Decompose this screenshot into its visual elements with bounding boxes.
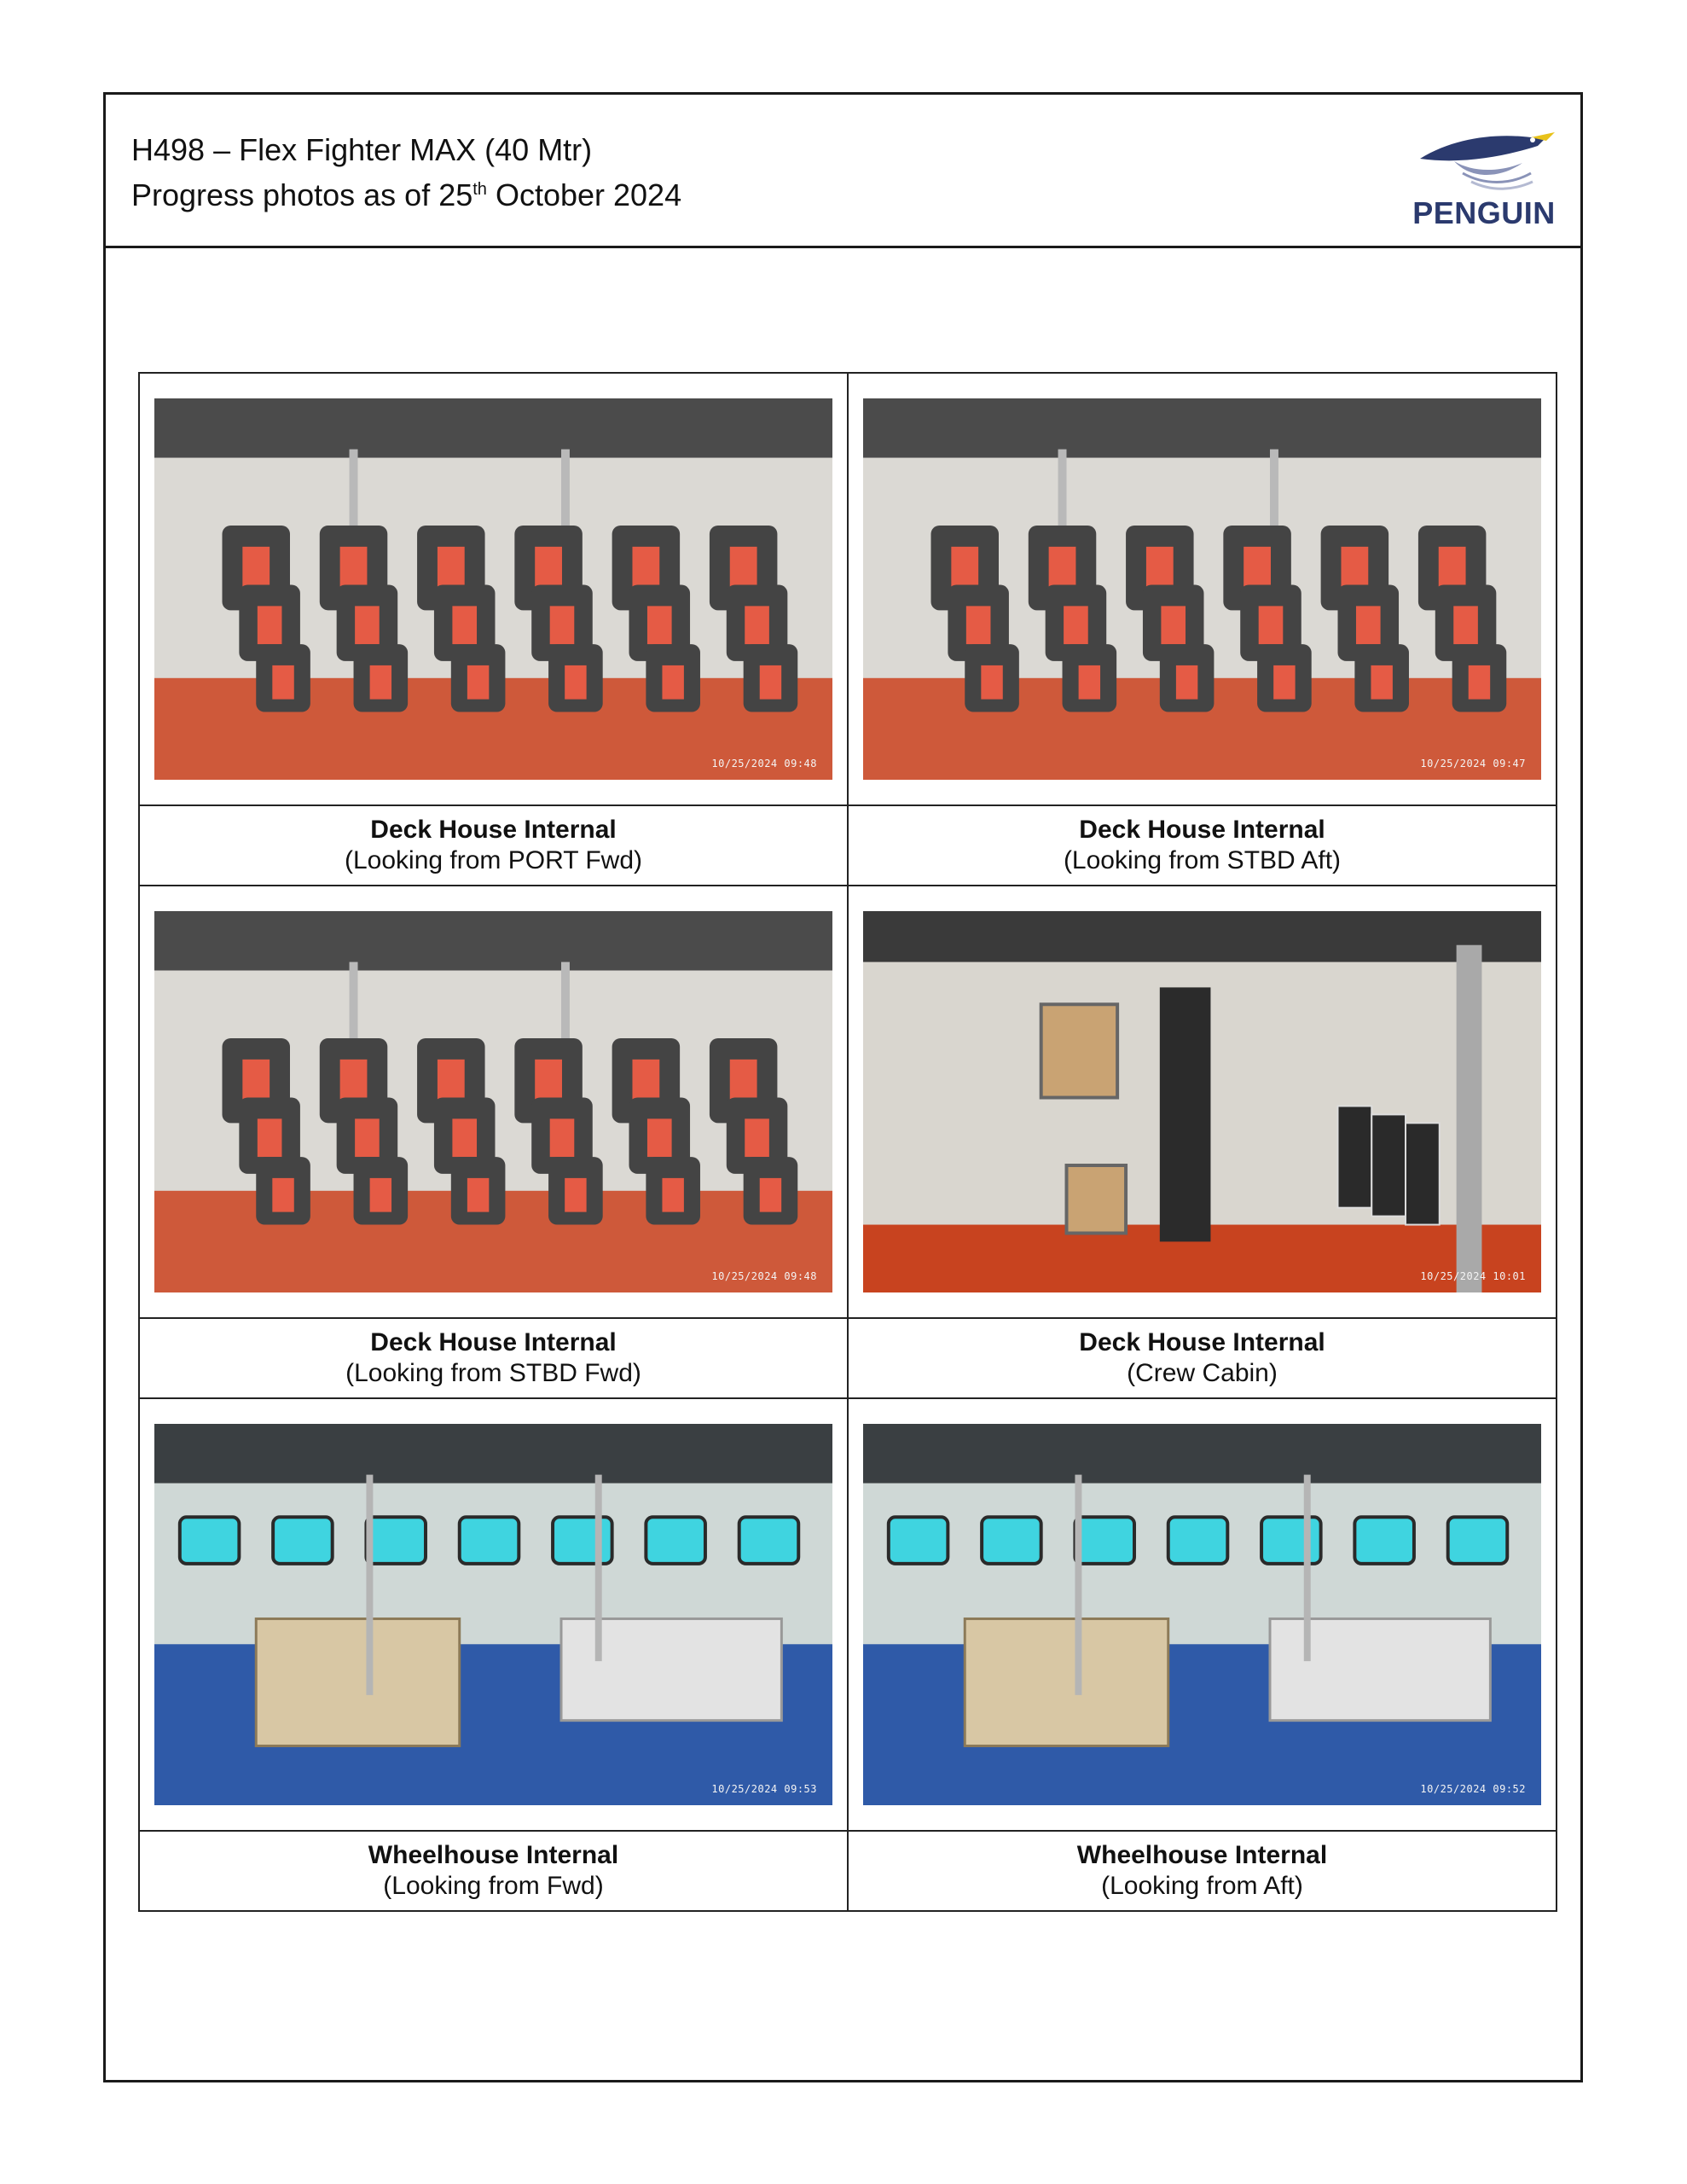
photo-image: [863, 911, 1541, 1292]
photo-cell: [848, 1398, 1557, 1831]
photo-timestamp: 10/25/2024 09:53: [711, 1783, 817, 1795]
progress-photo: [154, 1424, 832, 1805]
photo-caption: Deck House Internal (Looking from STBD Fwd): [139, 1318, 848, 1398]
progress-photo: [863, 1424, 1541, 1805]
photo-cell: [139, 373, 848, 805]
photo-cell: [139, 886, 848, 1318]
progress-photo: [154, 911, 832, 1292]
photo-table: [138, 372, 1557, 1912]
photo-timestamp: 10/25/2024 09:52: [1420, 1783, 1526, 1795]
photo-timestamp: 10/25/2024 09:48: [711, 1270, 817, 1282]
photo-cell: [139, 1398, 848, 1831]
photo-timestamp: 10/25/2024 09:48: [711, 758, 817, 770]
photo-image: [863, 1424, 1541, 1805]
photo-image: [154, 911, 832, 1292]
document-title: [131, 131, 681, 215]
page-border: [103, 92, 1583, 2082]
photo-caption: Wheelhouse Internal (Looking from Fwd): [139, 1831, 848, 1911]
photo-timestamp: 10/25/2024 09:47: [1420, 758, 1526, 770]
photo-timestamp: 10/25/2024 10:01: [1420, 1270, 1526, 1282]
title-line-1: H498 – Flex Fighter MAX (40 Mtr): [131, 132, 593, 167]
logo-wordmark: PENGUIN: [1412, 195, 1556, 230]
photo-caption: Wheelhouse Internal (Looking from Aft): [848, 1831, 1557, 1911]
photo-cell: [848, 886, 1557, 1318]
photo-caption: Deck House Internal (Looking from STBD Aft): [848, 805, 1557, 886]
photo-image: [154, 1424, 832, 1805]
photo-image: [154, 398, 832, 780]
photo-image: [863, 398, 1541, 780]
photo-caption: Deck House Internal (Crew Cabin): [848, 1318, 1557, 1398]
document-header: [106, 95, 1580, 248]
penguin-bird-icon: [1403, 112, 1565, 197]
progress-photo: [154, 398, 832, 780]
photo-cell: [848, 373, 1557, 805]
progress-photo: [863, 911, 1541, 1292]
penguin-logo: [1403, 112, 1565, 240]
progress-photo: [863, 398, 1541, 780]
title-line-2: Progress photos as of 25th October 2024: [131, 177, 682, 212]
photo-caption: Deck House Internal (Looking from PORT Fwd): [139, 805, 848, 886]
